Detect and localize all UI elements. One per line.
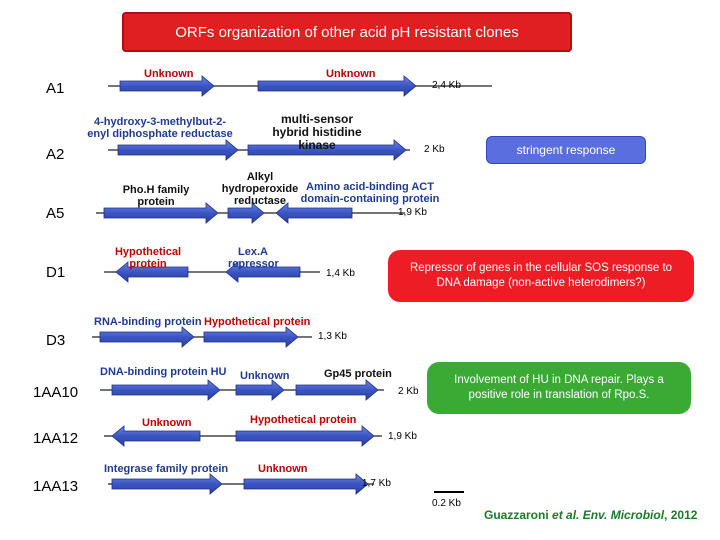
orf-label-a5-3: Amino acid-binding ACT domain-containing protein [300,181,440,205]
orf-label-a2-2: multi-sensor hybrid histidine kinase [272,112,362,152]
note-hu-repair [427,362,691,414]
orf-label-a2-1: 4-hydroxy-3-methylbut-2-enyl diphosphate reductase [87,116,233,140]
gene-map-d3 [92,327,312,347]
clone-label-1aa13: 1AA13 [33,478,79,495]
orf-label-1aa10-3: Gp45 protein [324,368,392,380]
citation-journal: et al. Env. Microbiol [552,508,665,522]
orf-label-1aa12-1: Unknown [142,417,192,429]
gene-map-1aa13 [108,474,374,494]
size-a2: 2 Kb [424,144,445,155]
orf-label-a1-2: Unknown [326,68,376,80]
size-1aa13: 1,7 Kb [362,478,391,489]
note-stringent-text: stringent response [516,142,616,157]
clone-label-d1: D1 [46,264,66,281]
orf-label-d3-1: RNA-binding protein [94,316,202,328]
clone-label-a2: A2 [46,146,65,163]
gene-map-1aa10 [100,380,384,400]
orf-arrow-a2-1 [118,140,238,160]
orf-label-1aa13-2: Unknown [258,463,308,475]
orf-label-1aa12-2: Hypothetical protein [250,414,357,426]
orf-label-d3-2: Hypothetical protein [204,316,311,328]
citation-author: Guazzaroni [484,508,553,522]
orf-label-1aa10-1: DNA-binding protein HU [100,366,227,378]
orf-label-a1-1: Unknown [144,68,194,80]
orf-arrow-1aa12-2 [236,426,374,446]
orf-arrow-1aa10-3 [296,380,378,400]
orf-label-a5-1: Pho.H family protein [122,184,190,208]
note-stringent-response [486,136,646,164]
citation [484,508,697,522]
size-1aa12: 1,9 Kb [388,431,417,442]
note-hu-text: Involvement of HU in DNA repair. Plays a positive role in translation of Rpo.S. [454,374,664,401]
orf-label-a5-2: Alkyl hydroperoxide reductase [221,171,299,207]
citation-year: , 2012 [664,508,698,522]
size-d3: 1,3 Kb [318,331,347,342]
clone-label-a5: A5 [46,205,65,222]
scale-bar-label: 0.2 Kb [432,498,461,509]
orf-label-d1-1: Hypothetical protein [114,246,181,270]
note-sos-response [388,250,694,302]
orf-arrow-d3-2 [204,327,298,347]
note-sos-text: Repressor of genes in the cellular SOS response to DNA damage (non-active heterodimers?) [409,262,673,289]
orf-arrow-1aa13-1 [112,474,222,494]
orf-label-1aa10-2: Unknown [240,370,290,382]
orf-arrow-1aa12-1 [112,426,200,446]
clone-label-1aa12: 1AA12 [33,430,79,447]
orf-arrow-1aa10-1 [112,380,220,400]
page-title: ORFs organization of other acid pH resistant clones [175,23,519,41]
size-a5: 1,9 Kb [398,207,427,218]
orf-arrow-1aa10-2 [236,380,284,400]
size-d1: 1,4 Kb [326,268,355,279]
orf-arrow-d3-1 [100,327,194,347]
clone-label-1aa10: 1AA10 [33,384,79,401]
size-1aa10: 2 Kb [398,386,419,397]
gene-map-1aa12 [104,426,382,446]
orf-arrow-1aa13-2 [244,474,368,494]
clone-label-a1: A1 [46,80,65,97]
orf-label-1aa13-1: Integrase family protein [104,463,229,475]
size-a1: 2,4 Kb [432,80,461,91]
orf-label-d1-2: Lex.A repressor [228,246,279,270]
clone-label-d3: D3 [46,332,66,349]
